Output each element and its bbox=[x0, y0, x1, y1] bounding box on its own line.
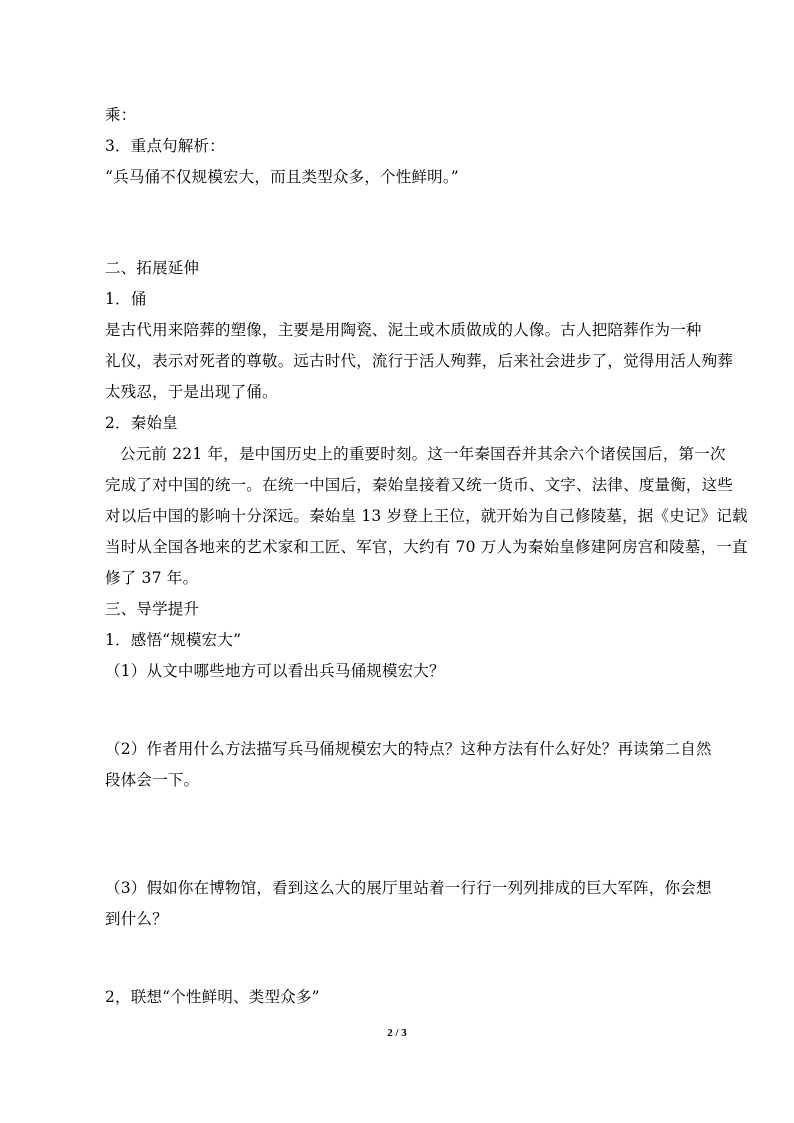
question-1: （1）从文中哪些地方可以看出兵马俑规模宏大？ bbox=[105, 662, 445, 680]
item-2-title: 2．秦始皇 bbox=[105, 414, 178, 432]
item-2-paragraph-line-3: 对以后中国的影响十分深远。秦始皇 13 岁登上王位，就开始为自己修陵墓，据《史记》记载 bbox=[105, 507, 748, 525]
sub-1-title: 1．感悟“规模宏大” bbox=[105, 631, 242, 649]
section-heading-3: 三、导学提升 bbox=[105, 600, 200, 618]
item-1-paragraph-line-1: 是古代用来陪葬的塑像，主要是用陶瓷、泥土或木质做成的人像。古人把陪葬作为一种 bbox=[105, 321, 702, 339]
key-sentence: “兵马俑不仅规模宏大，而且类型众多，个性鲜明。” bbox=[105, 168, 459, 186]
item-2-paragraph-line-1: 公元前 221 年，是中国历史上的重要时刻。这一年秦国吞并其余六个诸侯国后，第一次 bbox=[120, 445, 726, 463]
question-2-line-1: （2）作者用什么方法描写兵马俑规模宏大的特点？这种方法有什么好处？再读第二自然 bbox=[105, 740, 712, 758]
text-line-1: 乘： bbox=[105, 106, 137, 124]
text-line-2: 3．重点句解析： bbox=[105, 137, 225, 155]
item-2-paragraph-line-4: 当时从全国各地来的艺术家和工匠、军官，大约有 70 万人为秦始皇修建阿房宫和陵墓，一直 bbox=[105, 538, 748, 556]
item-1-title: 1．俑 bbox=[105, 290, 147, 308]
section-heading-2: 二、拓展延伸 bbox=[105, 259, 200, 277]
question-2-line-2: 段体会一下。 bbox=[105, 771, 200, 789]
question-3-line-1: （3）假如你在博物馆，看到这么大的展厅里站着一行行一列列排成的巨大军阵，你会想 bbox=[105, 879, 712, 897]
item-1-paragraph-line-2: 礼仪，表示对死者的尊敬。远古时代，流行于活人殉葬，后来社会进步了，觉得用活人殉葬 bbox=[105, 352, 734, 370]
item-2-paragraph-line-2: 完成了对中国的统一。在统一中国后，秦始皇接着又统一货币、文字、法律、度量衡，这些 bbox=[105, 476, 734, 494]
item-2-paragraph-line-5: 修了 37 年。 bbox=[105, 569, 199, 587]
sub-2-title: 2，联想“个性鲜明、类型众多” bbox=[105, 988, 320, 1006]
question-3-line-2: 到什么？ bbox=[105, 910, 168, 928]
item-1-paragraph-line-3: 太残忍，于是出现了俑。 bbox=[105, 383, 278, 401]
page-number: 2 / 3 bbox=[387, 1027, 407, 1039]
